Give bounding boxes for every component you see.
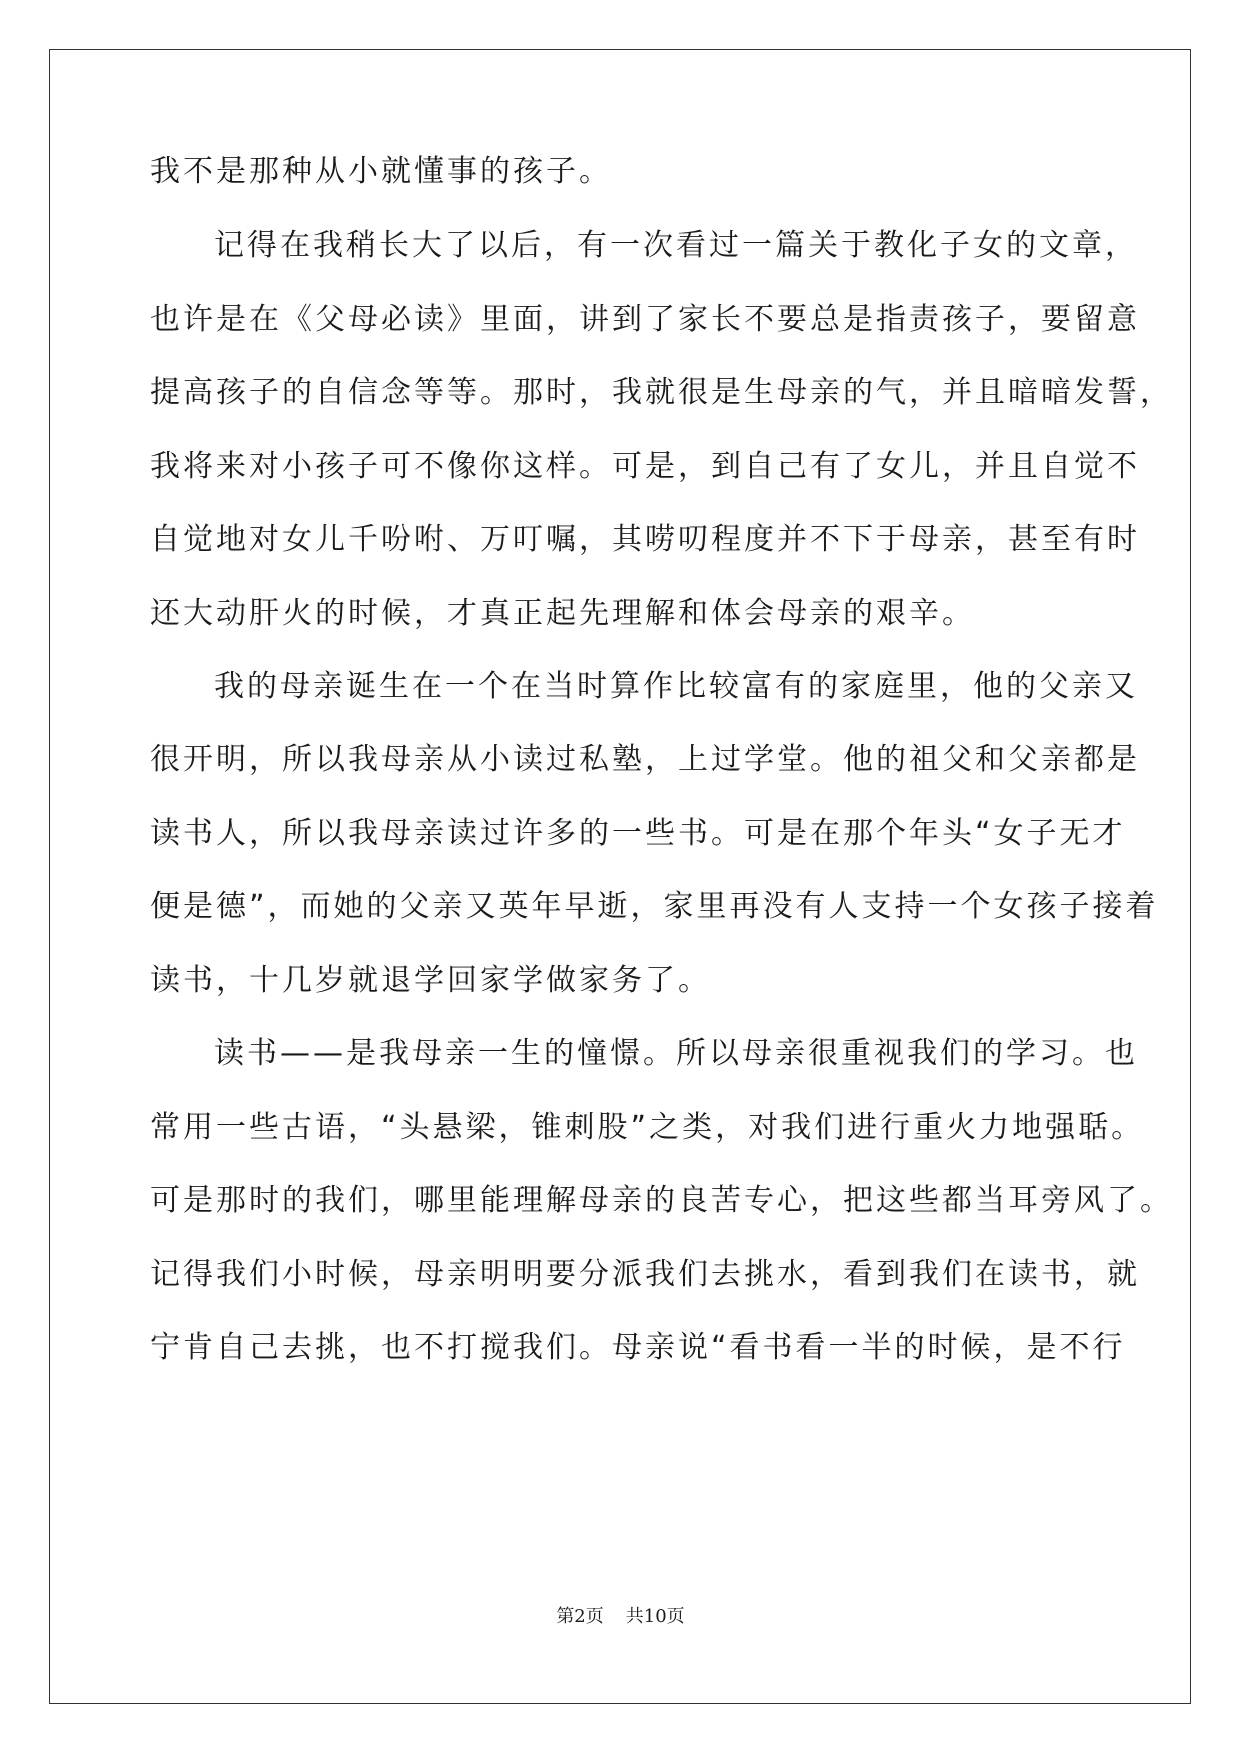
text-line: 我不是那种从小就懂事的孩子。	[150, 154, 612, 189]
page-border	[49, 49, 1191, 1704]
text-line: 提高孩子的自信念等等。那时，我就很是生母亲的气，并且暗暗发誓，	[150, 375, 1173, 410]
text-line: 还大动肝火的时候，才真正起先理解和体会母亲的艰辛。	[150, 596, 975, 631]
text-line: 记得我们小时候，母亲明明要分派我们去挑水，看到我们在读书，就	[150, 1257, 1140, 1292]
paragraph-start-line: 读书——是我母亲一生的憧憬。所以母亲很重视我们的学习。也	[214, 1036, 1138, 1071]
text-line: 也许是在《父母必读》里面，讲到了家长不要总是指责孩子，要留意	[150, 302, 1140, 337]
text-line: 便是德”，而她的父亲又英年早逝，家里再没有人支持一个女孩子接着	[150, 889, 1159, 924]
text-line: 可是那时的我们，哪里能理解母亲的良苦专心，把这些都当耳旁风了。	[150, 1183, 1173, 1218]
text-line: 自觉地对女儿千吩咐、万叮嘱，其唠叨程度并不下于母亲，甚至有时	[150, 522, 1140, 557]
paragraph-start-line: 我的母亲诞生在一个在当时算作比较富有的家庭里，他的父亲又	[214, 669, 1138, 704]
text-line: 读书，十几岁就退学回家学做家务了。	[150, 963, 711, 998]
text-line: 很开明，所以我母亲从小读过私塾，上过学堂。他的祖父和父亲都是	[150, 742, 1140, 777]
paragraph-start-line: 记得在我稍长大了以后，有一次看过一篇关于教化子女的文章，	[214, 228, 1138, 263]
text-line: 我将来对小孩子可不像你这样。可是，到自己有了女儿，并且自觉不	[150, 449, 1140, 484]
text-line: 宁肯自己去挑，也不打搅我们。母亲说“看书看一半的时候，是不行	[150, 1330, 1126, 1365]
page-footer	[0, 1602, 1241, 1628]
page-number: 第2页	[556, 1606, 604, 1627]
text-line: 常用一些古语，“头悬梁，锥刺股”之类，对我们进行重火力地强聒。	[150, 1110, 1145, 1145]
text-line: 读书人，所以我母亲读过许多的一些书。可是在那个年头“女子无才	[150, 816, 1126, 851]
page-total: 共10页	[625, 1606, 685, 1627]
